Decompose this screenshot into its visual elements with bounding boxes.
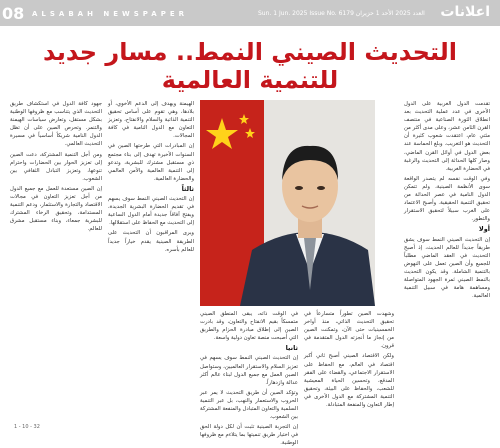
section-title: اعلانات — [440, 4, 490, 20]
paragraph: ولكن الاقتصاد الصيني أصبح ثاني أكبر اقتصاد في العالم، مع الحفاظ على الاستقرار الاجتماعي، والقضاء على الفقر المدقع، وتحسين الحياة المعيشية للشعب، والحفاظ على البيئة، وتحقيق التنمية المشتركة مع الدول الأخرى في إطار التعاون والمنفعة المتبادلة. — [304, 353, 394, 409]
paragraph: إن التجربة الصينية تثبت أن لكل دولة الحق في اختيار طريق تنميتها بما يتلاءم مع ظروفها الوطنية. — [200, 424, 298, 447]
article-column-1 — [404, 100, 490, 422]
paragraph: تقدمت الدول الغربية على الدول الأخرى في عدد عملية التحديث بعد انطلاق الثورة الصناعية في منتصف القرن الثامن عشر، وعلى مدى أكثر من مئتي عام، اعتقدت شعوب كثيرة أن التحديث هو التغريب. وبلغ الحماسة عند بعض الدول في أوائل القرن الماضي، وصار كلها الحداثة إلى التحديث والرغبة في الحضارة الغربية. — [404, 101, 490, 172]
subheading: ثانيا — [285, 344, 298, 353]
paragraph: ومن أجل التنمية المشتركة، دعت الصين إلى تعزيز الحوار بين الحضارات واحترام تنوعها، وتعزيز التبادل الثقافي بين الشعوب. — [10, 151, 102, 182]
paragraph: إن الصين مستعدة للعمل مع جميع الدول من أجل تعزيز التعاون في مجالات الاقتصاد والتجارة والاستثمار، ودعم التنمية المستدامة، وتحقيق الرخاء المشترك للبشرية جمعاء، وبناء مستقبل مشرق للعالم. — [10, 185, 102, 233]
article-headline: التحديث الصيني النمط.. مسار جديد للتنمية العالمية — [43, 38, 457, 94]
paragraph: الهيمنة ويهدف إلى الدعم الأخوي، أو بلادها، وهي تقوم على أساس تحقيق التنمية الذاتية والسلام والانفتاح، وتعزيز التعاون مع الدول النامية في كافة المجالات. — [108, 101, 194, 140]
paragraph: ويرى المراقبون أن التحديث على الطريقة الصينية يقدم خياراً جديداً للعالم بأسره. — [108, 230, 194, 253]
paragraph: إن التحديث الصيني النمط سوف يسهم في تعزيز السلام والاستقرار العالميين، وستواصل الصين العمل مع جميع الدول لبناء عالم أكثر عدالة وازدهاراً. — [200, 355, 298, 386]
paragraph: إن التحديث الصيني النمط سوف يشق طريقاً جديداً للعالم الحديث، إذ أصبح التحديث في العقد الماضي مطلباً للجميع وأن الصين تعمل على النهوض بالتنمية الشاملة. وقد يكون التحديث بالنمط الصيني ثمرة الجهود المتواصلة ومساهمة هامة في سبيل التنمية العالمية. — [404, 236, 490, 300]
dateline: Sun. 1 Jun. 2025 Issue No. 6179 العدد 2025 الأحد 1 حزيران — [258, 10, 425, 17]
paragraph: وفي الوقت نفسه لم يتصدر الواقعة سوى الأنظمة الصينية، ولم تتمكن الدول النامية في عصر الحداثة من تحقيق التنمية الحقيقية. وأصبح الاعتماد على الغرب سبيلاً لتحقيق الاستقرار والتطور. — [404, 175, 490, 223]
newspaper-header-bar — [0, 0, 500, 26]
paragraph: وتؤكد الصين أن طريق التحديث لا يمر عبر الحروب والاستعمار والنهب، بل عبر التنمية السلمية والتعاون المتبادل والمنفعة المشتركة بين الشعوب. — [200, 389, 298, 421]
subheading: ثالثاً — [181, 184, 194, 193]
paragraph: في الوقت ذاته، يبقى المنطق الصيني متمسكاً بقيم الانفتاح والتعاون، وقد بادرت الصين إلى إطلاق مبادرة الحزام والطريق التي أصبحت منصة تعاون دولية واسعة. — [200, 311, 298, 342]
article-column-2 — [304, 310, 394, 422]
paragraph: إن المبادرات التي طرحتها الصين في السنوات الأخيرة تهدف إلى بناء مجتمع ذي مستقبل مشترك للبشرية، وتدعو إلى التنمية العالمية والأمن العالمي والحضارة العالمية. — [108, 143, 194, 182]
article-column-5 — [10, 100, 102, 422]
newspaper-name: ALSABAH NEWSPAPER — [32, 10, 188, 18]
article-column-3 — [108, 100, 194, 422]
page-number: 08 — [2, 4, 25, 23]
paragraph: وشهدت الصين تطوراً متسارعاً في تحقيق التحديث الذاتي، منذ أواخر الخمسينيات حتى الآن، وتمكنت الصين من إنجاز ما أنجزته الدول المتقدمة في قرون. — [304, 311, 394, 350]
article-column-4 — [200, 310, 298, 447]
paragraph: إن التحديث الصيني النمط سوف يسهم في تقديم الحضارة البشرية الجديدة، ويفتح آفاقاً جديدة أمام الدول الساعية إلى التحديث مع الحفاظ على استقلالها. — [108, 196, 194, 227]
ambassador-portrait-photo — [200, 100, 375, 306]
paragraph: جهود كافة الدول في استكشاف طريق التحديث الذي يتناسب مع ظروفها الوطنية بشكل مستقل، وتعارض سياسات الهيمنة والتنمر. وتحرص الصين على أن تظل الدول النامية شريكاً أساسياً في مسيرة التحديث العالمي. — [10, 101, 102, 148]
footer-code: 1 - 10 - 32 — [14, 424, 40, 430]
subheading: أولا — [478, 225, 490, 234]
